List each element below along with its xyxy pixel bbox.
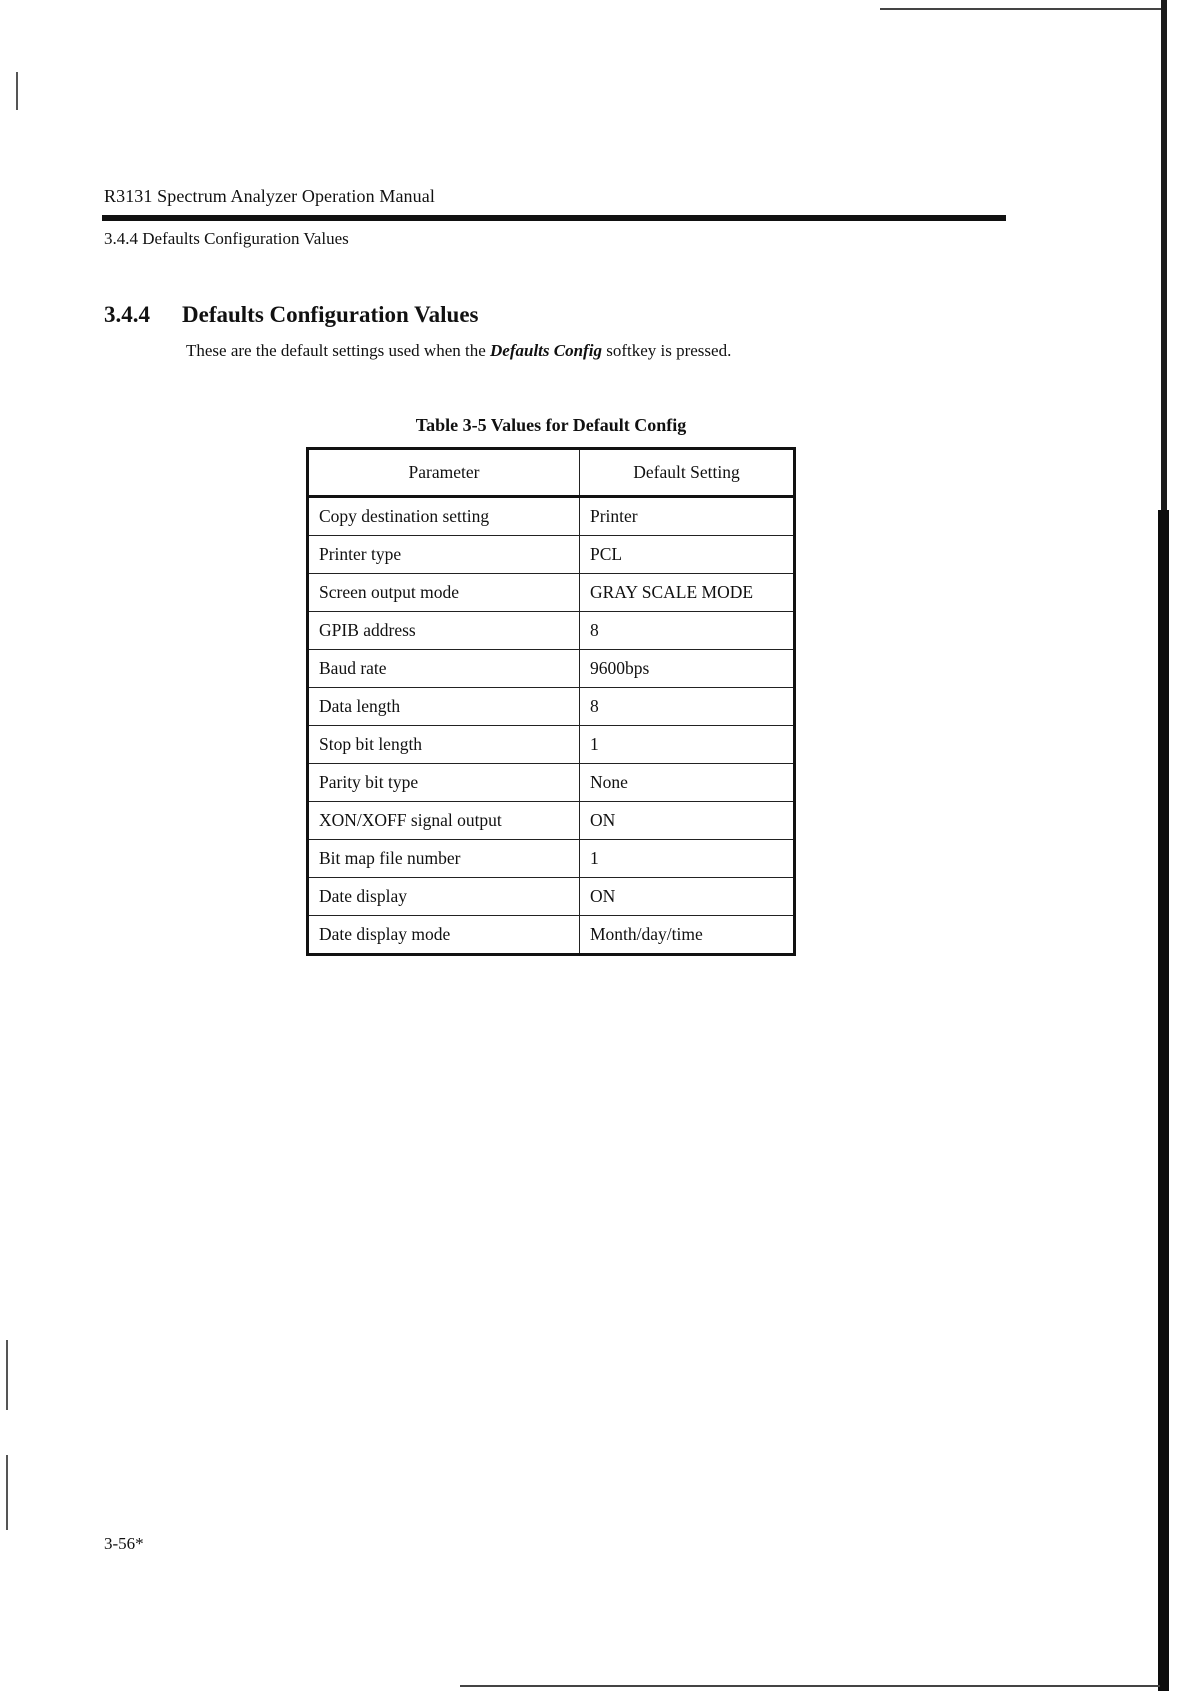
- parameter-cell: Date display: [308, 878, 580, 916]
- parameter-cell: Screen output mode: [308, 574, 580, 612]
- intro-text-before: These are the default settings used when the: [186, 341, 491, 360]
- section-heading: [104, 302, 478, 328]
- page-number: 3-56*: [104, 1534, 144, 1553]
- table-row: [308, 536, 795, 574]
- softkey-name: Defaults Config: [490, 341, 602, 360]
- table-row: [308, 840, 795, 878]
- intro-text-after: softkey is pressed.: [601, 341, 732, 360]
- value-cell: 8: [580, 688, 795, 726]
- table-row: [308, 764, 795, 802]
- table-row: [308, 916, 795, 955]
- running-header-section: 3.4.4 Defaults Configuration Values: [104, 229, 349, 248]
- parameter-cell: Copy destination setting: [308, 497, 580, 536]
- scan-edge-right-thick: [1158, 510, 1169, 1691]
- parameter-cell: XON/XOFF signal output: [308, 802, 580, 840]
- parameter-cell: Baud rate: [308, 650, 580, 688]
- value-cell: GRAY SCALE MODE: [580, 574, 795, 612]
- margin-mark: [6, 1340, 8, 1410]
- header-rule: [102, 215, 1006, 221]
- margin-mark: [16, 72, 18, 110]
- value-cell: 1: [580, 726, 795, 764]
- parameter-cell: Stop bit length: [308, 726, 580, 764]
- value-cell: 1: [580, 840, 795, 878]
- value-cell: None: [580, 764, 795, 802]
- parameter-cell: Bit map file number: [308, 840, 580, 878]
- table-row: [308, 688, 795, 726]
- parameter-cell: Data length: [308, 688, 580, 726]
- table-row: [308, 726, 795, 764]
- table-header-row: [308, 449, 795, 497]
- scan-edge-top: [880, 8, 1165, 10]
- column-header-default-setting: Default Setting: [580, 449, 795, 497]
- table-row: [308, 612, 795, 650]
- table-row: [308, 650, 795, 688]
- column-header-parameter: Parameter: [308, 449, 580, 497]
- margin-mark: [6, 1455, 8, 1530]
- value-cell: 8: [580, 612, 795, 650]
- parameter-cell: Date display mode: [308, 916, 580, 955]
- value-cell: 9600bps: [580, 650, 795, 688]
- defaults-table: [306, 447, 796, 956]
- table-row: [308, 497, 795, 536]
- value-cell: ON: [580, 878, 795, 916]
- value-cell: PCL: [580, 536, 795, 574]
- parameter-cell: Printer type: [308, 536, 580, 574]
- table-caption: Table 3-5 Values for Default Config: [415, 415, 687, 435]
- parameter-cell: Parity bit type: [308, 764, 580, 802]
- section-number: 3.4.4: [104, 302, 150, 327]
- intro-paragraph: [186, 341, 731, 361]
- value-cell: Month/day/time: [580, 916, 795, 955]
- running-header-title: R3131 Spectrum Analyzer Operation Manual: [104, 186, 435, 206]
- value-cell: ON: [580, 802, 795, 840]
- parameter-cell: GPIB address: [308, 612, 580, 650]
- table-row: [308, 574, 795, 612]
- table-row: [308, 878, 795, 916]
- table-row: [308, 802, 795, 840]
- scan-edge-bottom: [460, 1685, 1160, 1687]
- section-title: Defaults Configuration Values: [182, 302, 479, 327]
- value-cell: Printer: [580, 497, 795, 536]
